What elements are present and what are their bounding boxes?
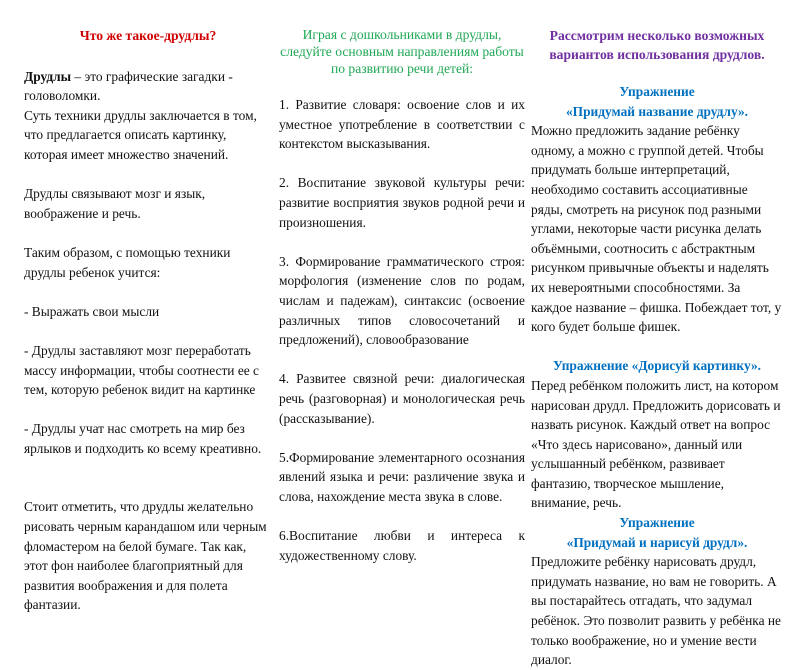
paragraph-connection: Друдлы связывают мозг и язык, воображение и речь. xyxy=(24,186,206,221)
column-title: Играя с дошкольниками в друдлы, следуйте основным направлениям работы по развитию речи детей: xyxy=(280,27,524,76)
exercise-title: «Придумай название друдлу». xyxy=(565,103,749,119)
bullet-item: - Друдлы заставляют мозг переработать массу информации, чтобы соотнести ее с тем, которую ребенок видит на картинке xyxy=(24,342,259,398)
list-item: 5.Формирование элементарного осознания явлений языка и речи: различение звука и слова, нахождение места звука в слове. xyxy=(279,449,525,504)
paragraph-child-learns: Таким образом, с помощью техники друдлы ребенок учится: xyxy=(24,244,231,280)
list-item: 4. Развитее связной речи: диалогическая речь (разговорная) и монологическая речь (рассказывание). xyxy=(279,371,525,426)
exercise-text: Предложите ребёнку нарисовать друдл, придумать название, но вам не говорить. А вы постарайтесь отгадать, что задумал ребёнок. Это позволит развить у ребёнка не только воображение, но и умение вести диалог. xyxy=(531,554,781,668)
column-title: Рассмотрим несколько возможных вариантов использования друдлов. xyxy=(549,28,765,62)
column-title: Что же такое-друдлы? xyxy=(79,28,217,43)
exercise-title: Упражнение «Дорисуй картинку». xyxy=(552,358,762,374)
bullet-item: - Друдлы учат нас смотреть на мир без ярлыков и подходить ко всему креативно. xyxy=(24,421,262,456)
exercise-text: Перед ребёнком положить лист, на котором нарисован друдл. Предложить дорисовать и назвать рисунок. Каждый ответ на вопрос «Что здесь нарисовано», данный или услышанный ребёнком, развивает фантазию, творческое мышление, внимание, речь. xyxy=(531,377,781,511)
definition-text: – это графические загадки - головоломки. xyxy=(24,68,233,104)
list-item: 3. Формирование грамматического строя: морфология (изменение слов по родам, числам и падежам), синтаксис (освоение различных типов словосочетаний и предложений), словообразование xyxy=(279,253,525,348)
list-item: 1. Развитие словаря: освоение слов и их уместное употребление в соответствии с контекстом высказывания. xyxy=(279,97,525,152)
exercise-title: Упражнение xyxy=(619,515,695,531)
definition xyxy=(24,67,272,106)
column-speech-development xyxy=(279,26,525,565)
exercise-text: Можно предложить задание ребёнку одному, а можно с группой детей. Чтобы придумать больше интерпретаций, необходимо составить ассоциативные ряды, смотреть на рисунок под разными углами, некоторые части рисунка делать объёмными, соотносить с абстрактным рисунком привычные объекты и наделять их невероятными способностями. За каждое название – фишка. Побеждает тот, у кого будет больше фишек. xyxy=(531,123,782,335)
column-what-are-droodles xyxy=(24,26,272,615)
exercise-title: Упражнение xyxy=(619,84,695,99)
column-exercises xyxy=(531,26,783,670)
list-item: 6.Воспитание любви и интереса к художественному слову. xyxy=(279,528,525,563)
list-item: 2. Воспитание звуковой культуры речи: развитие восприятия звуков родной речи и произношения. xyxy=(279,175,525,230)
definition-term: Друдлы xyxy=(24,68,72,84)
paragraph-drawing-advice: Стоит отметить, что друдлы желательно рисовать черным карандашом или черным фломастером на белой бумаге. Так как, этот фон наиболее благоприятный для развития воображения и для полета фантазии. xyxy=(24,499,267,613)
exercise-title: «Придумай и нарисуй друдл». xyxy=(566,534,748,550)
paragraph-technique: Суть техники друдлы заключается в том, что предлагается описать картинку, которая имеет множество значений. xyxy=(24,107,257,162)
bullet-item: - Выражать свои мысли xyxy=(24,303,160,319)
